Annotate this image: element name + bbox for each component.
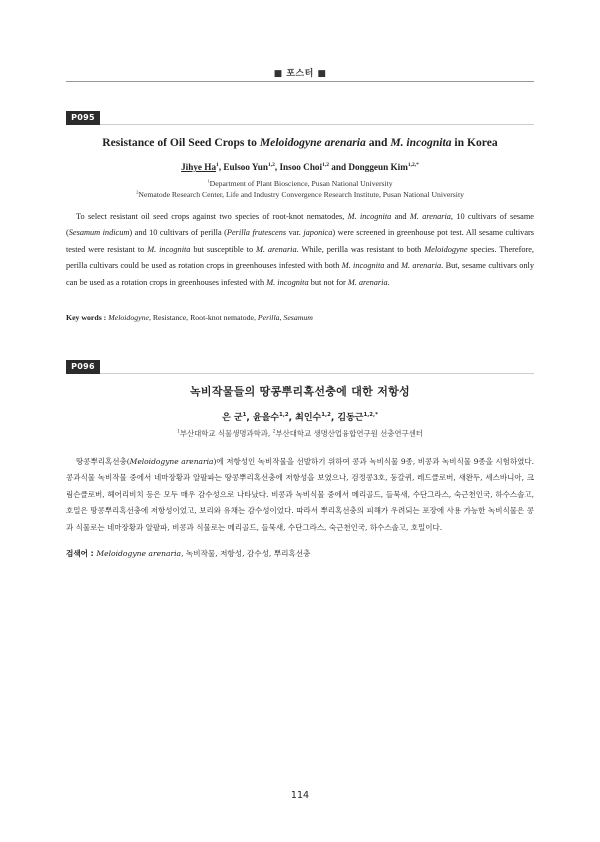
badge-divider-p096 — [100, 373, 534, 374]
title-species: Meloidogyne arenaria — [259, 136, 366, 149]
affiliation-list-ko: $^1$부산대학교 식물생명과학과, $^2$부산대학교 생명산업융합연구원 선충연구센터 — [177, 429, 423, 438]
affiliation-line — [66, 189, 534, 200]
affiliation-text: 부산대학교 식물생명과학과 — [179, 429, 268, 438]
italic-term: Sesamum indicum — [68, 228, 130, 238]
page-number: 114 — [290, 790, 310, 801]
author-affiliation-mark: 1,2 — [322, 161, 329, 168]
affiliation-text: 부산대학교 생명산업융합연구원 선충연구센터 — [275, 429, 423, 438]
italic-term: Meloidogyne — [108, 313, 149, 322]
header-divider — [66, 81, 534, 82]
author-name: Insoo Choi — [279, 162, 323, 172]
italic-term: japonica — [303, 228, 333, 238]
keywords-label: 검색어 : — [66, 549, 97, 558]
affiliation-mark: 1 — [177, 429, 180, 435]
italic-term: M. incognita — [147, 244, 191, 254]
badge-divider-p095 — [100, 124, 534, 125]
author-affiliation-mark: 1,2 — [321, 412, 331, 418]
affiliation-list-en — [66, 178, 534, 200]
abstract-id-badge-p096: P096 — [66, 360, 100, 374]
italic-term: M. arenaria — [256, 244, 297, 254]
abstract-title-ko: 녹비작물들의 땅콩뿌리혹선충에 대한 저항성 — [190, 385, 410, 398]
abstract-body-en: To select resistant oil seed crops against two species of root-knot nematodes, M. incognita and M. arenaria, 10 cultivars of sesame (Sesamum indicum) and 10 cultivars of perilla (Perilla frutescens var. japonica) were screened in greenhouse pot test. All sesame cultivars tested were resistant to M. incognita but susceptible to M. arenaria. While, perilla was resistant to both Meloidogyne species. Therefore, perilla cultivars could be used as rotation crops in greenhouses infested with both M. incognita and M. arenaria. But, sesame cultivars only can be used as a rotation crops in greenhouses infested with M. incognita but not for M. arenaria. — [66, 212, 535, 287]
author-name: Jihye Ha — [181, 162, 217, 172]
section-header: ■ 포스터 ■ — [273, 69, 327, 79]
abstract-id-badge-p095: P095 — [66, 111, 100, 125]
italic-term: Meloidogyne — [424, 244, 468, 254]
abstract-title-en: Resistance of Oil Seed Crops to Meloidogyne arenaria and M. incognita in Korea — [102, 136, 498, 149]
author-name: 은 군 — [222, 413, 243, 423]
affiliation-text: Department of Plant Bioscience, Pusan National University — [209, 179, 393, 188]
italic-term: M. arenaria — [347, 277, 388, 287]
italic-term: M. arenaria — [401, 261, 442, 271]
affiliation-line — [66, 178, 534, 189]
affiliation-mark: 2 — [272, 429, 276, 435]
keywords-en: Key words : Meloidogyne, Resistance, Root-knot nematode, Perilla, Sesamum — [66, 313, 313, 322]
keywords-ko: 검색어 : Meloidogyne arenaria, 녹비작물, 저항성, 감수성, 뿌리혹선충 — [66, 549, 311, 558]
italic-term: M. arenaria — [409, 212, 451, 221]
author-list-ko: 은 군$^1$, 윤을수$^{1,2}$, 최인수$^{1,2}$, 김동근$^{1,2,*}$ — [222, 412, 378, 423]
italic-term: M. incognita — [266, 277, 309, 287]
affiliation-mark: 2 — [136, 189, 139, 195]
italic-term: Sesamum — [283, 313, 313, 322]
italic-term: Perilla — [257, 313, 280, 322]
author-list-en: Jihye Ha$^1$, Eulsoo Yun$^{1,2}$, Insoo Choi$^{1,2}$ and Donggeun Kim$^{1,2,*}$ — [181, 161, 419, 172]
title-species: M. incognita — [390, 136, 452, 149]
author-name: 최인수 — [295, 413, 322, 423]
keywords-label: Key words : — [66, 313, 109, 322]
author-name: Donggeun Kim — [348, 162, 408, 172]
author-affiliation-mark: 1 — [216, 161, 219, 168]
italic-term: Meloidogyne arenaria — [96, 549, 182, 558]
affiliation-text: Nematode Research Center, Life and Industry Convergence Research Institute, Pusan National University — [138, 190, 464, 199]
italic-term: Meloidogyne arenaria — [129, 457, 214, 466]
author-affiliation-mark: 1 — [242, 412, 247, 418]
italic-term: M. incognita — [341, 261, 385, 271]
author-name: 윤을수 — [252, 413, 280, 423]
author-name: 김동근 — [337, 413, 364, 423]
italic-term: Perilla frutescens — [226, 228, 287, 238]
italic-term: M. incognita — [347, 212, 392, 221]
author-affiliation-mark: 1,2,* — [363, 412, 378, 418]
affiliation-mark: 1 — [207, 178, 210, 184]
author-affiliation-mark: 1,2 — [267, 161, 275, 168]
author-affiliation-mark: 1,2 — [279, 412, 289, 418]
author-affiliation-mark: 1,2,* — [407, 161, 419, 168]
abstract-body-ko: 땅콩뿌리혹선충(Meloidogyne arenaria)에 저항성인 녹비작물을 선발하기 위하여 콩과 녹비식물 9종, 비콩과 녹비식물 9종을 시험하였다. 콩과식물 녹비작물 중에서 네마장황과 알팔파는 땅콩뿌리혹선충에 저항성을 보였으나, 검정콩3호, 둥갈퀴, 레드클로버, 새완두, 세스바니아, 크림슨클로버, 헤어리비치 등은 모두 매우 감수성으로 나타났다. 비콩과 녹비식물 중에서 메리골드, 들묵새, 수단그라스, 숙근천인국, 하수스솔고, 호밀은 땅콩뿌리혹선충에 저항성이었고, 보리와 유채는 감수성이었다. 따라서 뿌리혹선충의 피해가 우려되는 포장에 사용 가능한 녹비식물은 콩과 식물로는 네마장황과 알팔파, 비콩과 식물로는 메리골드, 들묵새, 수단그라스, 숙근천인국, 하수스솔고, 호밀이다. — [66, 457, 534, 532]
author-name: Eulsoo Yun — [223, 162, 268, 172]
